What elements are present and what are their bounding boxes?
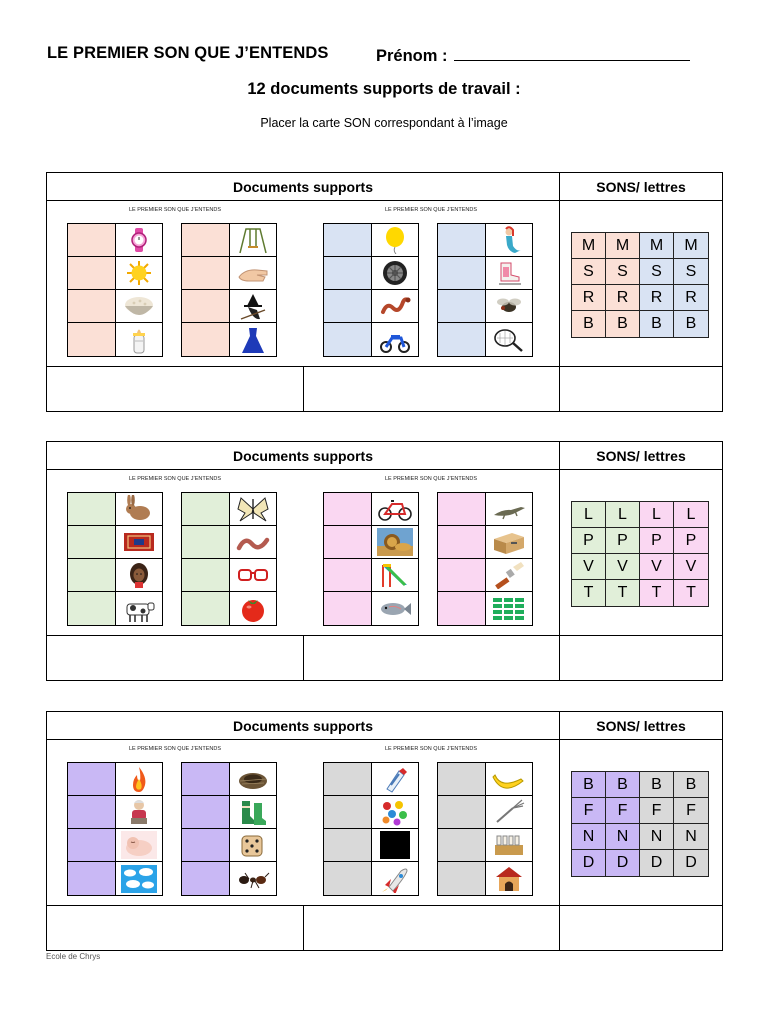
letter-card[interactable]: D (606, 850, 640, 876)
sound-card-slot[interactable] (438, 493, 486, 526)
letter-card[interactable]: M (572, 233, 606, 259)
sons-lettres-header: SONS/ lettres (559, 712, 723, 740)
wheel-icon (372, 257, 418, 290)
picture-table (181, 762, 277, 896)
letter-card[interactable]: R (606, 285, 640, 311)
sound-card-slot[interactable] (324, 592, 372, 625)
doll-icon (116, 559, 162, 592)
table-divider (47, 366, 722, 367)
mini-worksheet (311, 203, 551, 365)
sound-card-slot[interactable] (182, 323, 230, 356)
letter-card[interactable]: R (674, 285, 708, 311)
sound-card-slot[interactable] (324, 526, 372, 559)
sons-lettres-header: SONS/ lettres (559, 442, 723, 470)
letter-card[interactable]: B (640, 772, 674, 798)
racket-icon (486, 323, 532, 356)
sound-card-slot[interactable] (438, 763, 486, 796)
table-divider (559, 712, 560, 950)
sound-card-slot[interactable] (68, 526, 116, 559)
ant-icon (230, 862, 276, 895)
nest-icon (230, 763, 276, 796)
picture-table (181, 492, 277, 626)
letter-card[interactable]: N (606, 824, 640, 850)
footer-credit: Ecole de Chrys (46, 952, 101, 961)
mini-worksheet-title: LE PREMIER SON QUE J’ENTENDS (129, 746, 221, 752)
letter-cards-grid (571, 771, 709, 877)
sound-card-slot[interactable] (324, 829, 372, 862)
sound-card-slot[interactable] (182, 257, 230, 290)
table-divider (47, 635, 722, 636)
letter-card[interactable]: F (606, 798, 640, 824)
table-divider (559, 173, 560, 411)
clouds-icon (116, 862, 162, 895)
sound-card-slot[interactable] (182, 796, 230, 829)
letter-card[interactable]: V (606, 554, 640, 580)
page-title: LE PREMIER SON QUE J’ENTENDS (47, 44, 329, 62)
picture-table (323, 762, 419, 896)
table-divider (303, 635, 304, 680)
watch-icon (116, 224, 162, 257)
sound-card-slot[interactable] (324, 257, 372, 290)
rice-bowl-icon (116, 290, 162, 323)
mini-worksheet-title: LE PREMIER SON QUE J’ENTENDS (129, 476, 221, 482)
letter-card[interactable]: B (572, 772, 606, 798)
sound-card-slot[interactable] (438, 224, 486, 257)
sound-card-slot[interactable] (324, 224, 372, 257)
drawer-icon (486, 526, 532, 559)
sound-card-slot[interactable] (68, 829, 116, 862)
green-tiles-icon (486, 592, 532, 625)
lion-icon (372, 526, 418, 559)
sound-card-slot[interactable] (68, 592, 116, 625)
sound-card-slot[interactable] (68, 862, 116, 895)
sound-card-slot[interactable] (68, 290, 116, 323)
letter-card[interactable]: B (674, 772, 708, 798)
sound-card-slot[interactable] (324, 493, 372, 526)
letter-card[interactable]: V (640, 554, 674, 580)
sound-card-slot[interactable] (182, 592, 230, 625)
glasses-icon (230, 559, 276, 592)
documents-supports-header: Documents supports (47, 442, 559, 470)
table-divider (303, 905, 304, 950)
tomato-icon (230, 592, 276, 625)
letter-card[interactable]: L (606, 502, 640, 528)
picture-table (67, 492, 163, 626)
instruction-text: Placer la carte SON correspondant à l’image (260, 116, 508, 130)
letter-card[interactable]: P (572, 528, 606, 554)
table-divider (47, 905, 722, 906)
letter-card[interactable]: N (640, 824, 674, 850)
ice-skates-icon (486, 257, 532, 290)
picture-table (323, 492, 419, 626)
bicycle-icon (372, 493, 418, 526)
letter-card[interactable]: T (640, 580, 674, 606)
sound-card-slot[interactable] (68, 796, 116, 829)
sound-card-slot[interactable] (68, 224, 116, 257)
documents-supports-header: Documents supports (47, 712, 559, 740)
motorbike-icon (372, 323, 418, 356)
mini-worksheet-title: LE PREMIER SON QUE J’ENTENDS (385, 476, 477, 482)
baby-bottle-icon (116, 323, 162, 356)
boots-icon (230, 796, 276, 829)
sound-card-slot[interactable] (182, 559, 230, 592)
letter-card[interactable]: P (606, 528, 640, 554)
fish-icon (372, 592, 418, 625)
fire-icon (116, 763, 162, 796)
sound-card-slot[interactable] (324, 763, 372, 796)
sound-card-slot[interactable] (324, 290, 372, 323)
letter-card[interactable]: L (572, 502, 606, 528)
sound-card-slot[interactable] (438, 592, 486, 625)
snake-icon (372, 290, 418, 323)
mermaid-icon (486, 224, 532, 257)
dice-icon (230, 829, 276, 862)
butterfly-icon (230, 493, 276, 526)
page-header (47, 44, 728, 70)
rabbit-icon (116, 493, 162, 526)
sound-card-slot[interactable] (68, 323, 116, 356)
picture-table (323, 223, 419, 357)
slide-icon (372, 559, 418, 592)
letter-card[interactable]: T (674, 580, 708, 606)
letter-card[interactable]: S (606, 259, 640, 285)
documents-supports-header: Documents supports (47, 173, 559, 201)
sound-card-slot[interactable] (324, 862, 372, 895)
letter-card[interactable]: B (674, 311, 708, 337)
letter-card[interactable]: B (606, 772, 640, 798)
letter-card[interactable]: S (572, 259, 606, 285)
letter-card[interactable]: R (640, 285, 674, 311)
picture-table (437, 223, 533, 357)
sound-card-slot[interactable] (438, 796, 486, 829)
witch-icon (230, 290, 276, 323)
sound-card-slot[interactable] (438, 526, 486, 559)
swing-icon (230, 224, 276, 257)
letter-card[interactable]: L (674, 502, 708, 528)
letter-card[interactable]: F (572, 798, 606, 824)
table-divider (559, 442, 560, 680)
letter-card[interactable]: D (572, 850, 606, 876)
letter-card[interactable]: M (606, 233, 640, 259)
sun-icon (116, 257, 162, 290)
mini-worksheet-title: LE PREMIER SON QUE J’ENTENDS (129, 207, 221, 213)
doghouse-icon (486, 862, 532, 895)
letter-card[interactable]: B (606, 311, 640, 337)
sound-card-slot[interactable] (68, 493, 116, 526)
sound-card-slot[interactable] (438, 829, 486, 862)
sound-card-slot[interactable] (182, 862, 230, 895)
letter-card[interactable]: M (640, 233, 674, 259)
toothpaste-icon (372, 763, 418, 796)
mini-worksheet (55, 203, 295, 365)
letter-card[interactable]: M (674, 233, 708, 259)
fly-icon (486, 290, 532, 323)
letter-card[interactable]: V (572, 554, 606, 580)
sons-lettres-header: SONS/ lettres (559, 173, 723, 201)
mini-worksheet (55, 742, 295, 904)
letter-cards-grid (571, 501, 709, 607)
black-square-icon (372, 829, 418, 862)
letter-cards-grid (571, 232, 709, 338)
worksheet-block (46, 172, 723, 412)
sound-card-slot[interactable] (182, 493, 230, 526)
page-subtitle: 12 documents supports de travail : (247, 80, 521, 98)
banana-icon (486, 763, 532, 796)
sound-card-slot[interactable] (438, 257, 486, 290)
dress-icon (230, 323, 276, 356)
letter-card[interactable]: B (572, 311, 606, 337)
picture-table (67, 762, 163, 896)
sound-card-slot[interactable] (182, 526, 230, 559)
prenom-label: Prénom : (376, 47, 448, 65)
letter-card[interactable]: L (640, 502, 674, 528)
mini-worksheet (311, 472, 551, 634)
mini-worksheet (311, 742, 551, 904)
prenom-blank-line (454, 44, 690, 61)
carpet-icon (116, 526, 162, 559)
fork-icon (486, 796, 532, 829)
letter-card[interactable]: S (640, 259, 674, 285)
letter-card[interactable]: D (674, 850, 708, 876)
letter-card[interactable]: S (674, 259, 708, 285)
candies-icon (372, 796, 418, 829)
worm-icon (230, 526, 276, 559)
sound-card-slot[interactable] (438, 559, 486, 592)
letter-card[interactable]: T (572, 580, 606, 606)
letter-card[interactable]: D (640, 850, 674, 876)
picture-table (181, 223, 277, 357)
letter-card[interactable]: T (606, 580, 640, 606)
picture-table (67, 223, 163, 357)
sound-card-slot[interactable] (438, 290, 486, 323)
rocket-icon (372, 862, 418, 895)
picture-table (437, 762, 533, 896)
sound-card-slot[interactable] (182, 290, 230, 323)
sound-card-slot[interactable] (324, 323, 372, 356)
worksheet-block (46, 711, 723, 951)
sound-card-slot[interactable] (438, 862, 486, 895)
sound-card-slot[interactable] (438, 323, 486, 356)
cow-icon (116, 592, 162, 625)
picture-table (437, 492, 533, 626)
worksheet-block (46, 441, 723, 681)
letter-card[interactable]: N (572, 824, 606, 850)
letter-card[interactable]: F (674, 798, 708, 824)
prenom-field (376, 44, 690, 66)
letter-card[interactable]: V (674, 554, 708, 580)
letter-card[interactable]: P (640, 528, 674, 554)
table-divider (303, 366, 304, 411)
letter-card[interactable]: B (640, 311, 674, 337)
sound-card-slot[interactable] (182, 829, 230, 862)
sound-card-slot[interactable] (68, 559, 116, 592)
hand-icon (230, 257, 276, 290)
lizard-icon (486, 493, 532, 526)
sound-card-slot[interactable] (324, 559, 372, 592)
letter-card[interactable]: F (640, 798, 674, 824)
mini-worksheet-title: LE PREMIER SON QUE J’ENTENDS (385, 207, 477, 213)
paintbrush-icon (486, 559, 532, 592)
letter-card[interactable]: P (674, 528, 708, 554)
sound-card-slot[interactable] (324, 796, 372, 829)
letter-card[interactable]: R (572, 285, 606, 311)
sound-card-slot[interactable] (182, 763, 230, 796)
sound-card-slot[interactable] (182, 224, 230, 257)
domino-icon (486, 829, 532, 862)
sound-card-slot[interactable] (68, 763, 116, 796)
balloon-icon (372, 224, 418, 257)
baby-icon (116, 829, 162, 862)
sound-card-slot[interactable] (68, 257, 116, 290)
letter-card[interactable]: N (674, 824, 708, 850)
grandmother-icon (116, 796, 162, 829)
mini-worksheet (55, 472, 295, 634)
mini-worksheet-title: LE PREMIER SON QUE J’ENTENDS (385, 746, 477, 752)
